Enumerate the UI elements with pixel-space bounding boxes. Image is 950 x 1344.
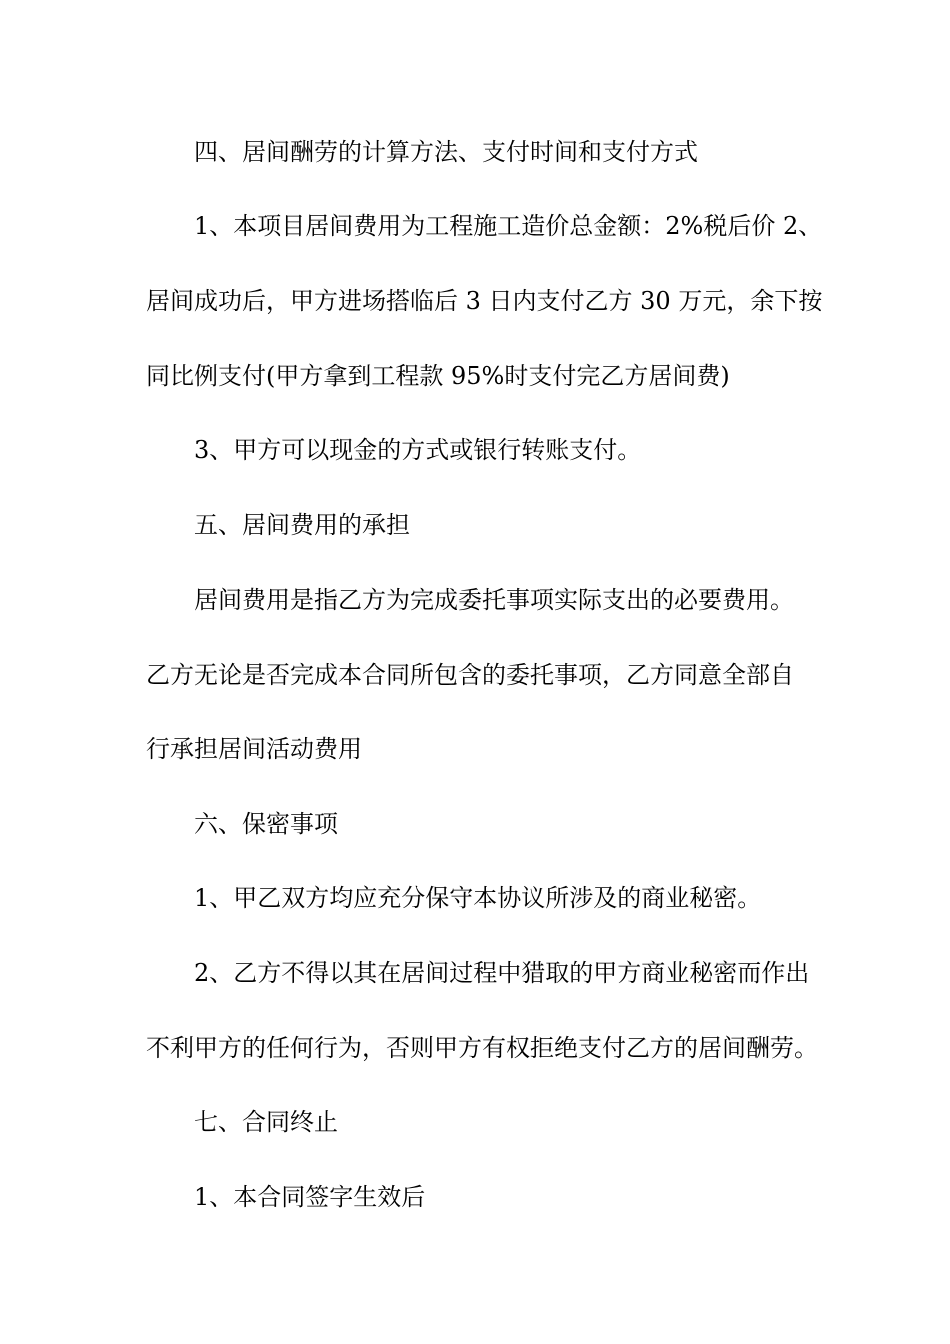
paragraph-line: 行承担居间活动费用 [146, 735, 362, 763]
paragraph-line: 居间费用是指乙方为完成委托事项实际支出的必要费用。 [194, 586, 794, 614]
paragraph-line: 乙方无论是否完成本合同所包含的委托事项，乙方同意全部自 [146, 661, 794, 689]
paragraph-line: 2、乙方不得以其在居间过程中猎取的甲方商业秘密而作出 [194, 959, 810, 987]
section-heading-4: 四、居间酬劳的计算方法、支付时间和支付方式 [194, 138, 698, 166]
paragraph-line: 同比例支付(甲方拿到工程款 95%时支付完乙方居间费) [146, 362, 730, 390]
paragraph-line: 1、本项目居间费用为工程施工造价总金额：2%税后价 2、 [194, 212, 823, 240]
paragraph-line: 不利甲方的任何行为，否则甲方有权拒绝支付乙方的居间酬劳。 [146, 1034, 818, 1062]
paragraph-line: 居间成功后，甲方进场搭临后 3 日内支付乙方 30 万元，余下按 [146, 287, 823, 315]
section-heading-6: 六、保密事项 [194, 810, 338, 838]
section-heading-5: 五、居间费用的承担 [194, 511, 410, 539]
paragraph-line: 3、甲方可以现金的方式或银行转账支付。 [194, 436, 642, 464]
section-heading-7: 七、合同终止 [194, 1108, 338, 1136]
paragraph-line: 1、甲乙双方均应充分保守本协议所涉及的商业秘密。 [194, 884, 762, 912]
paragraph-line: 1、本合同签字生效后 [194, 1183, 426, 1211]
